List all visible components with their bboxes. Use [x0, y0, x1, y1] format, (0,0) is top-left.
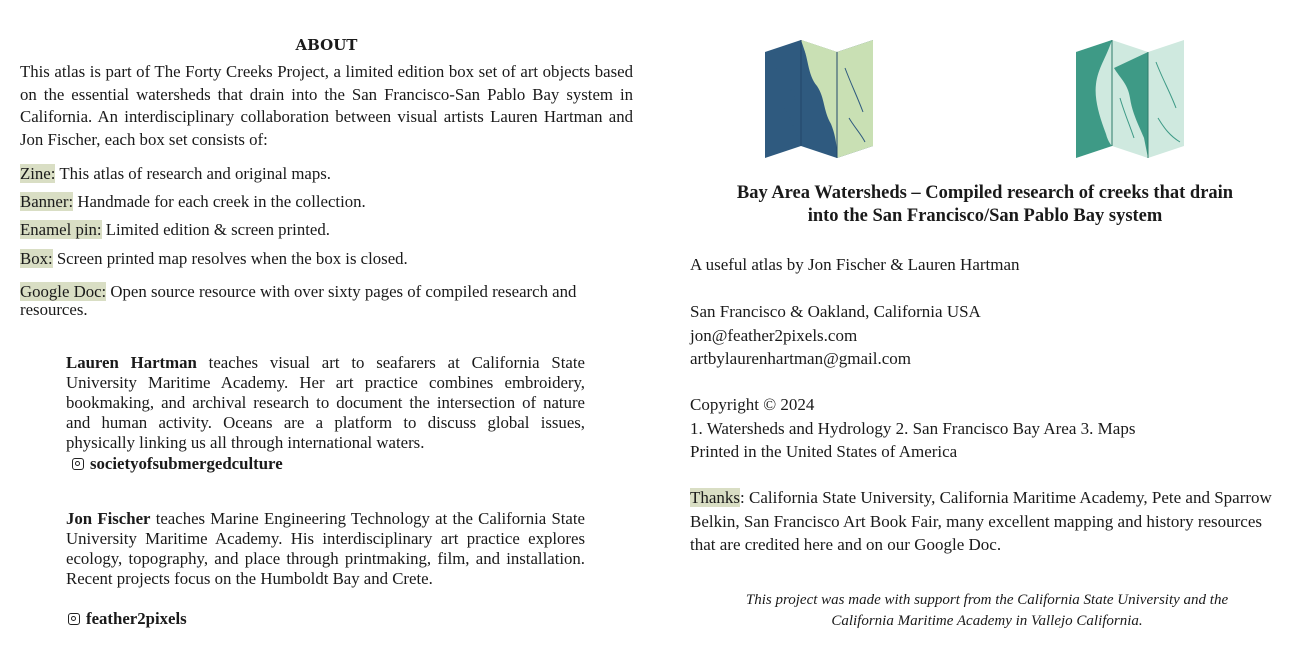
feature-term: Enamel pin: [20, 220, 102, 239]
handle-text: feather2pixels [86, 609, 187, 628]
thanks-text: : California State University, California Maritime Academy, Pete and Sparrow Belkin, San Francisco Art Book Fair, many excellent mapping and history resources that are credited here and on our Google Doc. [690, 488, 1272, 554]
copyright: Copyright © 2024 [690, 395, 815, 414]
thanks-term: Thanks [690, 488, 741, 507]
right-page [652, 0, 1303, 653]
folded-map-icon-teal [1076, 38, 1186, 160]
feature-box [20, 250, 633, 268]
colophon-block [690, 393, 1272, 464]
feature-google-doc [20, 283, 633, 319]
instagram-icon [68, 613, 80, 625]
feature-zine [20, 165, 633, 183]
bio-text: teaches Marine Engineering Technology at the California State University Maritime Academy. His interdisciplinary art practice explores ecology, topography, and place through printmaking, film, and installation. Recent projects focus on the Humboldt Bay and Crete. [66, 509, 585, 588]
book-title-line1: Bay Area Watersheds – Compiled research of creeks that drain [736, 183, 1234, 203]
thanks [690, 486, 1272, 557]
book-title-line2: into the San Francisco/San Pablo Bay system [807, 206, 1163, 226]
about-intro: This atlas is part of The Forty Creeks Project, a limited edition box set of art objects based on the essential watersheds that drain into the San Francisco-San Pablo Bay system in California. An interdisciplinary collaboration between visual artists Lauren Hartman and Jon Fischer, each box set consists of: [20, 62, 633, 149]
feature-term: Zine: [20, 164, 56, 183]
email-lauren[interactable]: artbylaurenhartman@gmail.com [690, 349, 911, 368]
about-heading: ABOUT [295, 36, 358, 54]
feature-desc: Open source resource with over sixty pages of compiled research and resources. [20, 282, 577, 319]
bio-name: Lauren Hartman [66, 353, 197, 372]
feature-banner [20, 193, 633, 211]
feature-desc: Screen printed map resolves when the box is closed. [52, 249, 408, 268]
instagram-handle-lauren[interactable] [72, 454, 283, 474]
bio-jon-fischer [66, 509, 585, 589]
support-note: This project was made with support from the California State University and the California Maritime Academy in Vallejo California. [745, 592, 1229, 629]
instagram-icon [72, 458, 84, 470]
feature-term: Box: [20, 249, 53, 268]
location: San Francisco & Oakland, California USA [690, 302, 981, 321]
bio-lauren-hartman [66, 353, 585, 453]
handle-text: societyofsubmergedculture [90, 454, 283, 473]
printed-in: Printed in the United States of America [690, 442, 958, 461]
bio-text: teaches visual art to seafarers at California State University Maritime Academy. Her art practice combines embroidery, bookmaking, and archival research to document the intersection of nature and human activity. Oceans are a platform to discuss global issues, physically linking us all through international waters. [66, 353, 585, 452]
feature-enamel-pin [20, 221, 633, 239]
feature-term: Banner: [20, 192, 74, 211]
feature-desc: This atlas of research and original maps. [55, 164, 331, 183]
feature-term: Google Doc: [20, 282, 107, 301]
contact-block [690, 300, 1272, 371]
byline: A useful atlas by Jon Fischer & Lauren Hartman [690, 255, 1020, 274]
folded-map-icon-blue [765, 38, 875, 160]
email-jon[interactable]: jon@feather2pixels.com [690, 325, 858, 345]
instagram-handle-jon[interactable] [68, 609, 187, 629]
book-title [692, 182, 1278, 228]
bio-name: Jon Fischer [66, 509, 151, 528]
feature-desc: Limited edition & screen printed. [101, 220, 330, 239]
subjects: 1. Watersheds and Hydrology 2. San Francisco Bay Area 3. Maps [690, 418, 1136, 438]
feature-desc: Handmade for each creek in the collection. [73, 192, 366, 211]
